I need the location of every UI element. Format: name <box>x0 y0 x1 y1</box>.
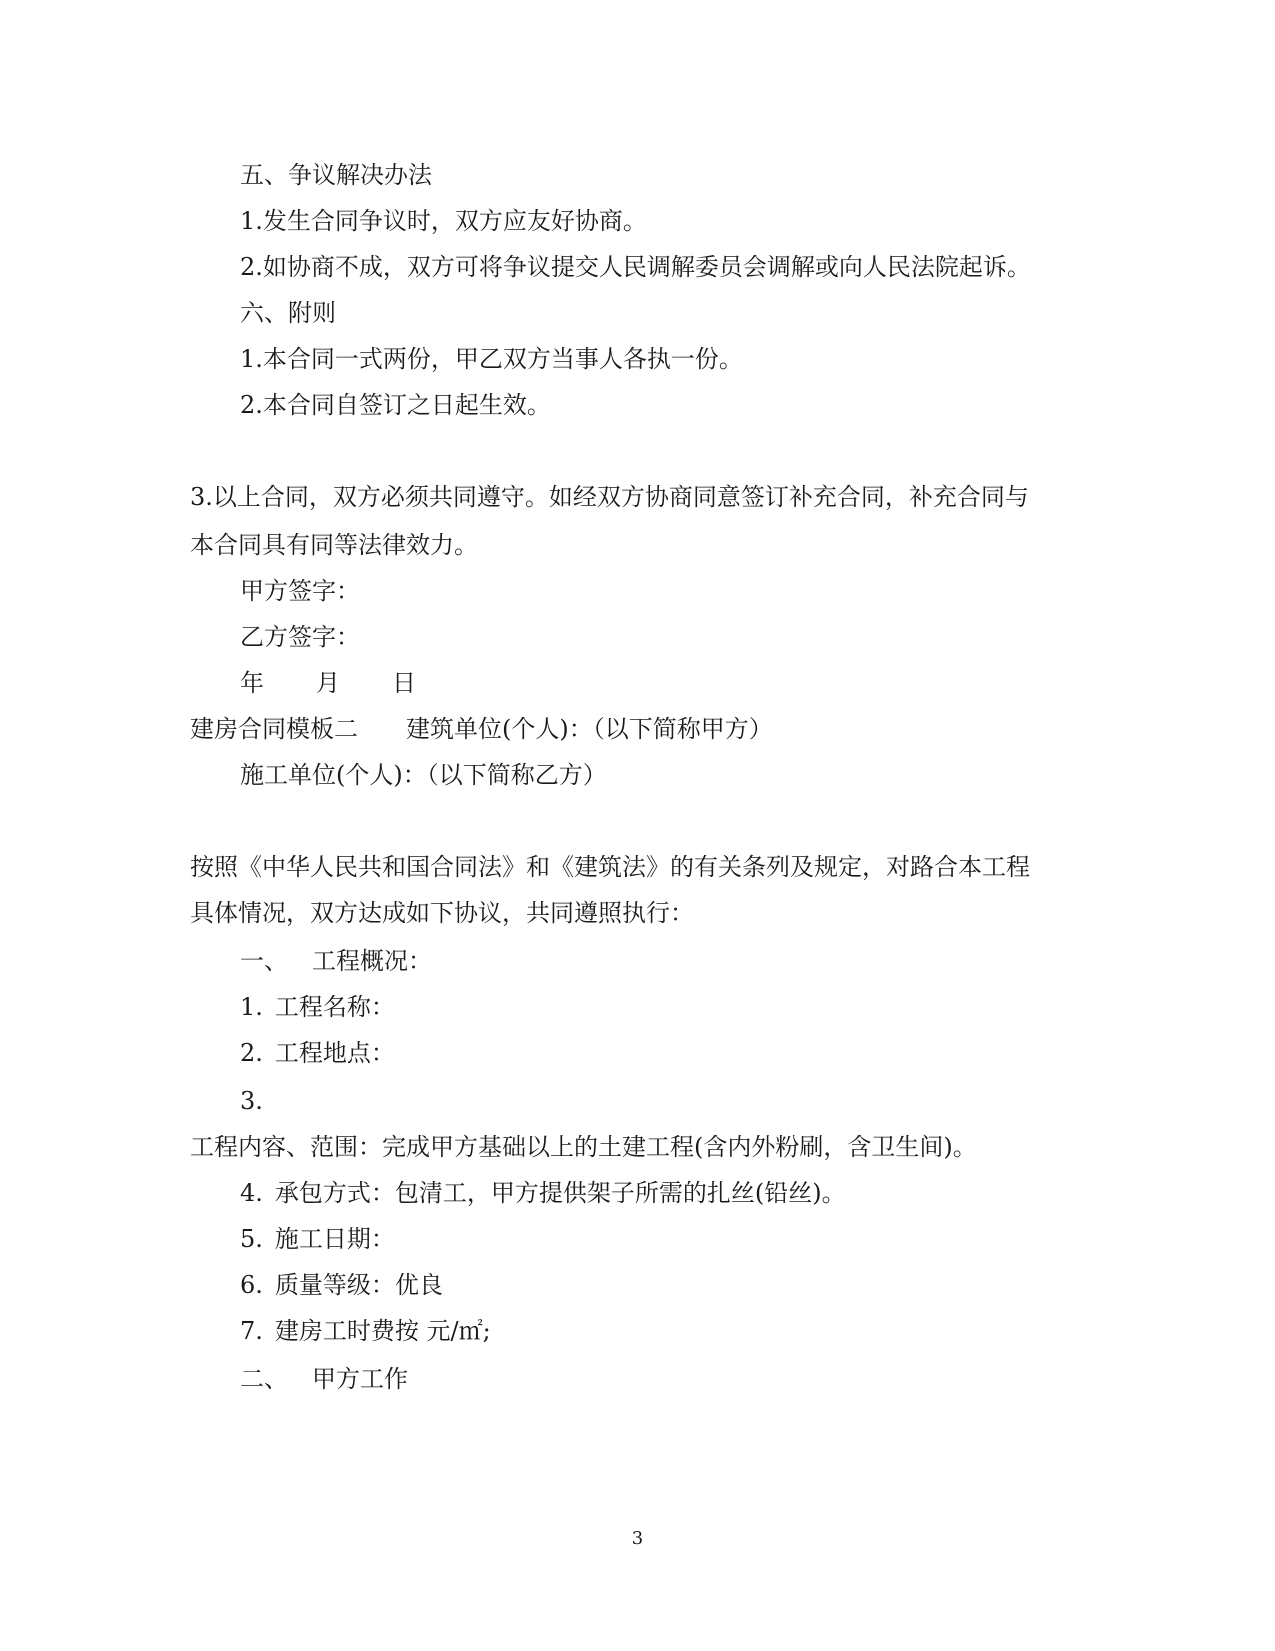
builder-party: 建筑单位(个人)：（以下简称甲方） <box>406 715 773 743</box>
item-number: 1. <box>240 993 263 1021</box>
party-a-signature-label: 甲方签字： <box>240 577 360 605</box>
clause-text: 2.如协商不成，双方可将争议提交人民调解委员会调解或向人民法院起诉。 <box>240 253 1031 281</box>
item-number: 4. <box>240 1179 263 1207</box>
contractor-party: 施工单位(个人)：（以下简称乙方） <box>240 761 607 789</box>
item-text: 工程地点： <box>274 1039 395 1067</box>
party-b-signature-label: 乙方签字： <box>240 623 360 651</box>
list-item <box>240 992 395 1022</box>
year-label: 年 <box>240 669 264 697</box>
list-item <box>240 1178 846 1208</box>
item-number: 2. <box>240 1039 263 1067</box>
item-number: 3. <box>240 1087 263 1115</box>
template-heading: 建房合同模板二 <box>190 715 358 743</box>
clause-text: 3.以上合同，双方必须共同遵守。如经双方协商同意签订补充合同，补充合同与 <box>190 483 1029 511</box>
item-text: 承包方式：包清工，甲方提供架子所需的扎丝(铅丝)。 <box>274 1179 846 1207</box>
scope-text: 工程内容、范围：完成甲方基础以上的土建工程(含内外粉刷，含卫生间)。 <box>190 1133 977 1161</box>
clause-text: 1.发生合同争议时，双方应友好协商。 <box>240 207 647 235</box>
item-number: 7. <box>240 1317 263 1345</box>
day-label: 日 <box>392 669 416 697</box>
clause-text: 1.本合同一式两份，甲乙双方当事人各执一份。 <box>240 345 743 373</box>
section-heading-dispute: 五、争议解决办法 <box>240 161 432 189</box>
clause-text: 本合同具有同等法律效力。 <box>190 531 478 559</box>
intro-text: 具体情况，双方达成如下协议，共同遵照执行： <box>190 899 694 927</box>
item-text: 施工日期： <box>274 1225 395 1253</box>
part2-title: 甲方工作 <box>312 1365 408 1393</box>
list-item <box>240 1316 491 1346</box>
part1-heading <box>240 946 432 976</box>
intro-text: 按照《中华人民共和国合同法》和《建筑法》的有关条列及规定，对路合本工程 <box>190 853 1030 881</box>
list-item <box>240 1224 395 1254</box>
item-number: 5. <box>240 1225 263 1253</box>
item-text: 工程名称： <box>274 993 395 1021</box>
item-text: 质量等级：优良 <box>274 1271 443 1299</box>
part1-number: 一、 <box>240 947 288 975</box>
section-heading-appendix: 六、附则 <box>240 299 336 327</box>
part2-number: 二、 <box>240 1365 288 1393</box>
page-number: 3 <box>631 1528 644 1549</box>
item-text: 建房工时费按 元/㎡; <box>274 1317 491 1345</box>
date-line <box>240 668 416 698</box>
template-heading-line <box>190 714 773 744</box>
list-item <box>240 1270 443 1300</box>
list-item <box>240 1086 263 1116</box>
list-item <box>240 1038 395 1068</box>
clause-text: 2.本合同自签订之日起生效。 <box>240 391 551 419</box>
month-label: 月 <box>316 669 340 697</box>
part1-title: 工程概况： <box>312 947 432 975</box>
item-number: 6. <box>240 1271 263 1299</box>
part2-heading <box>240 1364 408 1394</box>
